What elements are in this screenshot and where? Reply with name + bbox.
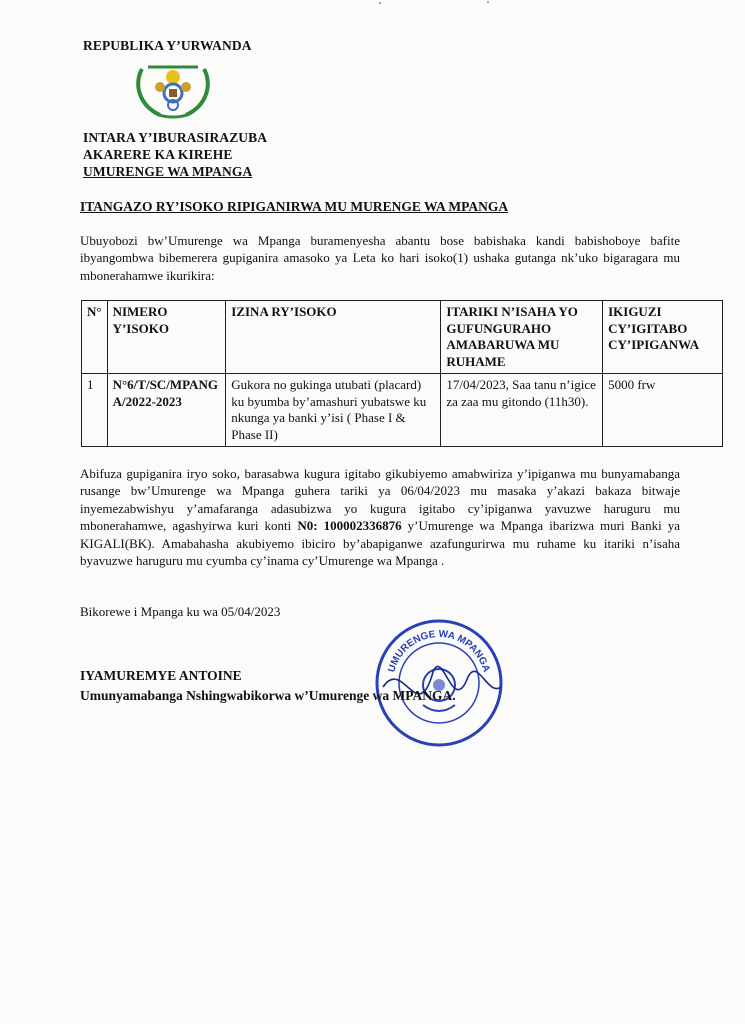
date-line: Bikorewe i Mpanga ku wa 05/04/2023: [80, 604, 281, 619]
col-header-price: IKIGUZI CY’IGITABO CY’IPIGANWA: [603, 301, 723, 374]
tender-table: [81, 300, 723, 447]
sector-heading: UMURENGE WA MPANGA: [83, 164, 253, 179]
cell-opening-date: 17/04/2023, Saa tanu n’igice za zaa mu gitondo (11h30).: [441, 374, 603, 447]
instructions-paragraph: [80, 465, 680, 569]
cell-price: 5000 frw: [603, 374, 723, 447]
official-stamp: [373, 617, 505, 749]
rwanda-coat-of-arms-emblem: [130, 57, 216, 121]
table-row: [82, 374, 723, 447]
cell-tender-number: N°6/T/SC/MPANGA/2022-2023: [107, 374, 226, 447]
announcement-title: ITANGAZO RY’ISOKO RIPIGANIRWA MU MURENGE WA MPANGA: [80, 199, 509, 214]
scan-artifacts: [0, 0, 745, 8]
republic-heading: REPUBLIKA Y’URWANDA: [83, 38, 252, 53]
col-header-opening-date: ITARIKI N’ISAHA YO GUFUNGURAHO AMABARUWA MU RUHAME: [441, 301, 603, 374]
account-number: 100002336876: [323, 518, 402, 534]
col-header-number: N°: [82, 301, 108, 374]
stamp-text: UMURENGE WA MPANGA: [386, 628, 492, 674]
cell-number: 1: [82, 374, 108, 447]
intro-paragraph: Ubuyobozi bw’Umurenge wa Mpanga buramenyesha abantu bose babishaka kandi babishoboye bafite ibyangombwa bibemerera gupiganira amasoko ya Leta ko hari isoko(1) ushaka gutanga nk’uko bigaragara mu mbonerahamwe ikurikira:: [80, 233, 680, 283]
col-header-tender-name: IZINA RY’ISOKO: [226, 301, 441, 374]
signatory-role: Umunyamabanga Nshingwabikorwa w’Umurenge wa MPANGA.: [80, 688, 456, 703]
signatory-name: IYAMUREMYE ANTOINE: [80, 668, 242, 683]
province-heading: INTARA Y’IBURASIRAZUBA: [83, 130, 268, 145]
account-label: N0:: [297, 518, 318, 534]
col-header-tender-number: NIMERO Y’ISOKO: [107, 301, 226, 374]
instructions-part1: Abifuza gupiganira iryo soko, barasabwa kugura igitabo gikubiyemo amabwiriza y’ipiganwa mu bunyamabanga rusange bw’Umurenge wa Mpanga guhera tariki ya 06/04/2023 mu masaka y’akazi bakaza bitwaje inyemezabwishyu y’amafaranga adasubizwa yo kugura igitabo cy’ipiganwa yavuzwe haruguru mu mbonerahamwe, agashyirwa kuri konti: [80, 466, 680, 534]
instructions-part2: y’Umurenge wa Mpanga ibarizwa muri Banki ya KIGALI(BK). Amabahasha akubiyemo ibiciro by’abapiganwe azafungurirwa mu ruhame ku itariki n’isaha byavuzwe haruguru mu cyumba cy’inama cy’Umurenge wa Mpanga .: [80, 518, 680, 569]
cell-tender-name: Gukora no gukinga utubati (placard) ku byumba by’amashuri yubatswe ku nkunga ya banki y’isi ( Phase I & Phase II): [226, 374, 441, 447]
district-heading: AKARERE KA KIREHE: [83, 147, 233, 162]
table-header-row: [82, 301, 723, 374]
